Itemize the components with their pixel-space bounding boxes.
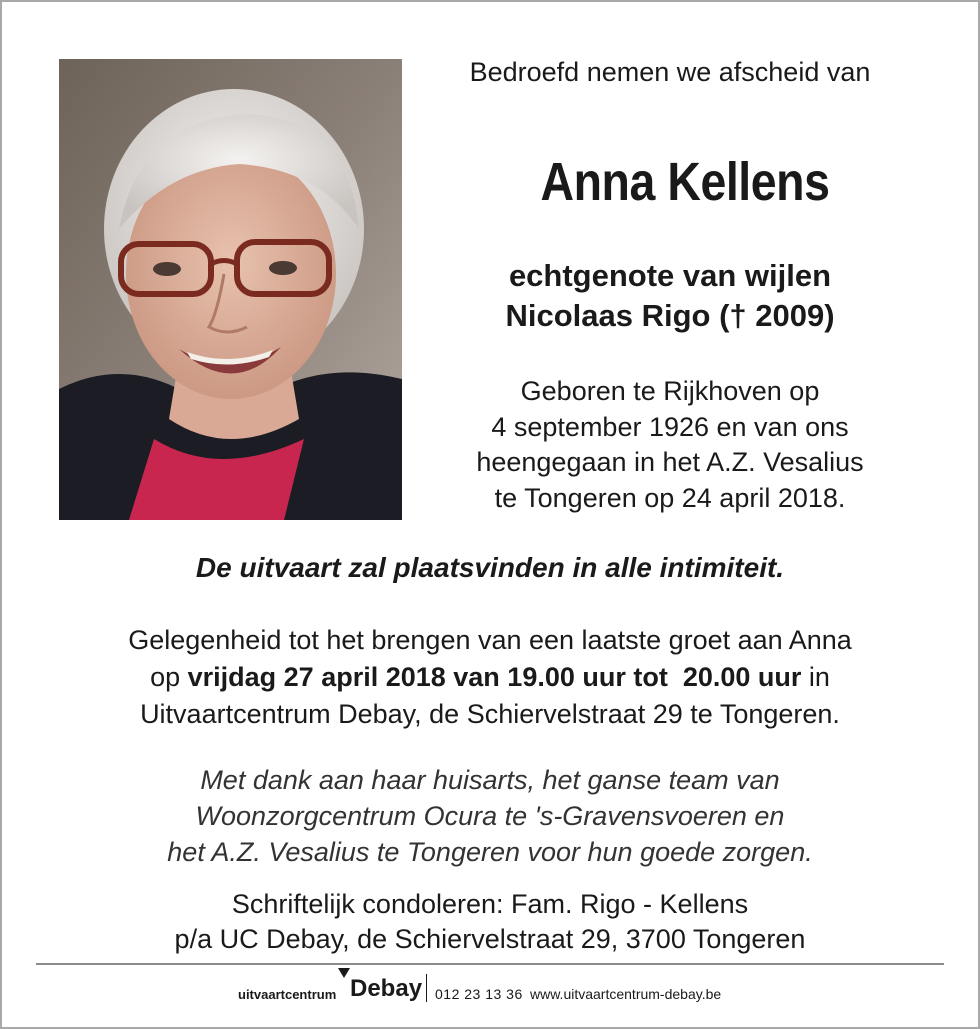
portrait-photo (59, 59, 402, 520)
born-line-1: Geboren te Rijkhoven op (520, 376, 820, 406)
born-line-3: heengegaan in het A.Z. Vesalius (476, 447, 864, 477)
thanks-line-1: Met dank aan haar huisarts, het ganse team van (200, 765, 780, 795)
visit-line-1: Gelegenheid tot het brengen van een laatste groet aan Anna (128, 625, 852, 655)
visitation-info (0, 622, 980, 733)
condolence-info (0, 887, 980, 957)
visit-line-2-post: in (808, 662, 830, 692)
visit-line-2 (0, 659, 980, 696)
thanks-line-3: het A.Z. Vesalius te Tongeren voor hun goede zorgen. (167, 837, 813, 867)
spouse-info (420, 256, 920, 336)
brand-small-text: uitvaartcentrum (238, 987, 337, 1002)
intro-text: Bedroefd nemen we afscheid van (469, 57, 871, 87)
birth-death-info (420, 374, 920, 516)
visit-datetime: vrijdag 27 april 2018 van 19.00 uur tot 20.00 uur (187, 662, 802, 692)
brand-logo-text: Debay (350, 975, 423, 1002)
thanks-line-2: Woonzorgcentrum Ocura te 's-Gravensvoeren en (195, 801, 785, 831)
brand-triangle-icon (338, 968, 350, 978)
website-link[interactable]: www.uitvaartcentrum-debay.be (530, 986, 722, 1002)
spouse-line-2: Nicolaas Rigo († 2009) (505, 298, 835, 333)
visit-line-2-pre: op (150, 662, 181, 692)
condole-line-2: p/a UC Debay, de Schiervelstraat 29, 3700 Tongeren (174, 924, 806, 954)
spouse-line-1: echtgenote van wijlen (508, 258, 832, 293)
footer-divider (36, 963, 944, 965)
deceased-name: Anna Kellens (540, 152, 830, 212)
funeral-notice: De uitvaart zal plaatsvinden in alle intimiteit. (195, 552, 785, 583)
visit-line-3: Uitvaartcentrum Debay, de Schiervelstraat 29 te Tongeren. (140, 699, 840, 729)
born-line-4: te Tongeren op 24 april 2018. (494, 482, 846, 513)
thanks-text (0, 762, 980, 870)
born-line-2: 4 september 1926 en van ons (491, 411, 849, 442)
footer-separator (426, 974, 427, 1002)
footer (0, 972, 980, 1012)
condole-line-1: Schriftelijk condoleren: Fam. Rigo - Kellens (231, 889, 749, 919)
phone-number: 012 23 13 36 (435, 986, 523, 1002)
